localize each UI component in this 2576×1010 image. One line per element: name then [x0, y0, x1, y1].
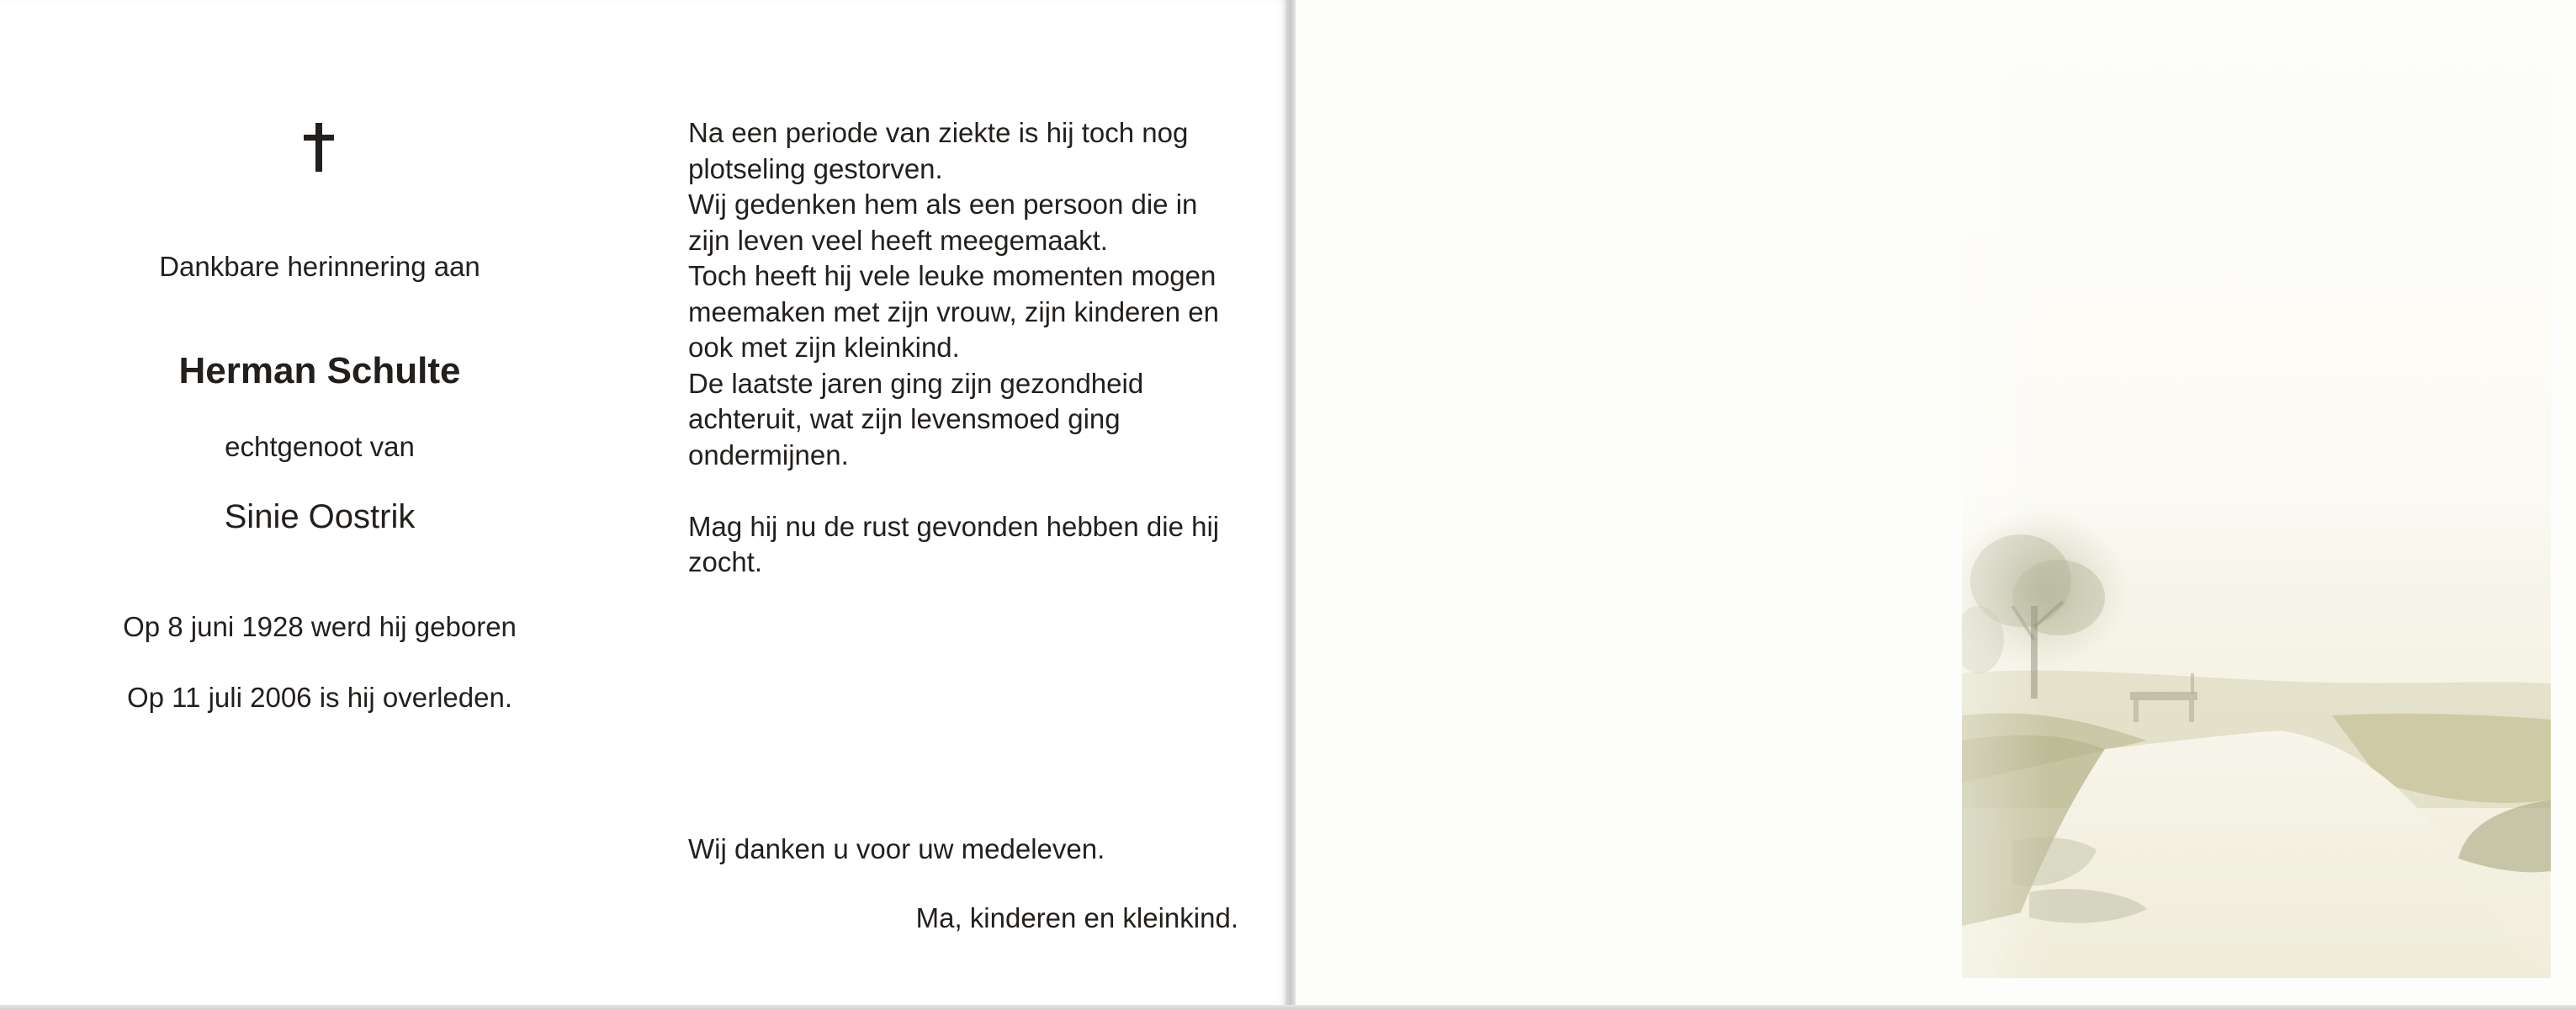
paragraph-health: De laatste jaren ging zijn gezondheid achteruit, wat zijn levensmoed ging ondermijnen.: [688, 367, 1144, 470]
death-statement: Op 11 juli 2006 is hij overleden.: [126, 682, 512, 713]
misty-canal-illustration: [1962, 0, 2551, 978]
family-signature: Ma, kinderen en kleinkind.: [915, 902, 1238, 933]
birth-statement: Op 8 juni 1928 werd hij geboren: [123, 611, 517, 642]
paragraph-illness: Na een periode van ziekte is hij toch nog plotseling gestorven.: [688, 117, 1189, 184]
paragraph-moments: Toch heeft hij vele leuke momenten mogen meemaken met zijn vrouw, zijn kinderen en ook met zijn kleinkind.: [688, 260, 1219, 363]
spouse-name: Sinie Oostrik: [224, 498, 416, 535]
remembrance-intro: Dankbare herinnering aan: [159, 251, 480, 282]
cross-icon: [302, 123, 336, 172]
card-fold: [1285, 0, 1296, 1010]
scan-edge: [0, 1005, 2576, 1010]
paragraph-rest: Mag hij nu de rust gevonden hebben die hij zocht.: [688, 510, 1220, 577]
memorial-text: [688, 115, 1238, 581]
memorial-card-text-page: [0, 0, 1285, 1007]
landscape-image: [1962, 0, 2551, 978]
paragraph-remembrance: Wij gedenken hem als een persoon die in zijn leven veel heeft meegemaakt.: [688, 189, 1198, 256]
deceased-name: Herman Schulte: [178, 350, 461, 391]
thanks-line: Wij danken u voor uw medeleven.: [688, 833, 1105, 864]
spouse-label: echtgenoot van: [225, 431, 415, 462]
